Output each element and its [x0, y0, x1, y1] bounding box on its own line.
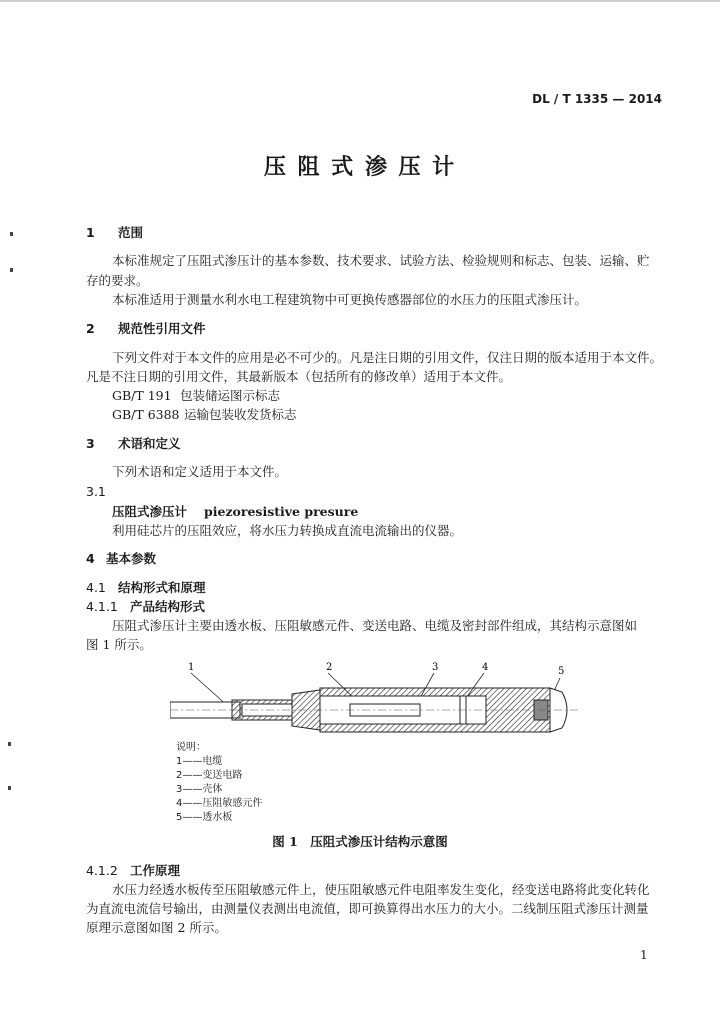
section-2-paragraph-cont: 凡是不注日期的引用文件，其最新版本（包括所有的修改单）适用于本文件。 — [86, 369, 512, 384]
subsection-4-1-1-title: 产品结构形式 — [130, 599, 206, 614]
scan-artifact — [8, 742, 11, 746]
page-number: 1 — [640, 948, 648, 962]
scan-top-edge — [0, 0, 720, 2]
section-4-title: 基本参数 — [106, 551, 157, 566]
subsection-4-1-2-title: 工作原理 — [130, 863, 181, 878]
subsection-3-1-number: 3.1 — [86, 484, 106, 499]
subsection-4-1-title: 结构形式和原理 — [118, 580, 206, 595]
figure-legend-item: 3——壳体 — [176, 784, 223, 795]
subsection-4-1-2-number: 4.1.2 — [86, 863, 118, 878]
reference-code: GB/T 6388 — [112, 407, 180, 422]
subsection-4-1-1-number: 4.1.1 — [86, 599, 118, 614]
section-1-number: 1 — [86, 225, 95, 240]
reference-code: GB/T 191 — [112, 388, 172, 403]
subsection-4-1-2-paragraph-cont: 原理示意图如图 2 所示。 — [86, 920, 227, 935]
figure-1-caption: 图 1 压阻式渗压计结构示意图 — [272, 834, 448, 849]
figure-legend-item: 1——电缆 — [176, 756, 223, 767]
reference-title: 包装储运图示标志 — [180, 388, 281, 403]
figure-legend-item: 5——透水板 — [176, 812, 233, 823]
subsection-4-1-number: 4.1 — [86, 580, 106, 595]
section-1-paragraph-1-cont: 存的要求。 — [86, 273, 149, 288]
section-1-paragraph-1: 本标准规定了压阻式渗压计的基本参数、技术要求、试验方法、检验规则和标志、包装、运输、贮 — [112, 253, 650, 268]
subsection-4-1-1-paragraph-cont: 图 1 所示。 — [86, 637, 152, 652]
section-2-paragraph: 下列文件对于本文件的应用是必不可少的。凡是注日期的引用文件，仅注日期的版本适用于本文件。 — [112, 350, 663, 365]
scan-artifact — [8, 786, 11, 790]
section-1-paragraph-2: 本标准适用于测量水利水电工程建筑物中可更换传感器部位的水压力的压阻式渗压计。 — [112, 292, 588, 307]
piezometer-structure-diagram — [170, 660, 590, 752]
subsection-4-1-1-paragraph: 压阻式渗压计主要由透水板、压阻敏感元件、变送电路、电缆及密封部件组成，其结构示意图如 — [112, 618, 638, 633]
section-3-title: 术语和定义 — [118, 436, 181, 451]
standard-code: DL / T 1335 — 2014 — [532, 92, 662, 106]
figure-label-3: 3 — [432, 662, 439, 673]
figure-label-5: 5 — [558, 666, 565, 677]
scan-artifact — [10, 268, 13, 272]
section-2-title: 规范性引用文件 — [118, 321, 206, 336]
section-3-paragraph: 下列术语和定义适用于本文件。 — [112, 464, 288, 479]
document-title: 压 阻 式 渗 压 计 — [263, 154, 457, 180]
subsection-4-1-2-paragraph: 水压力经透水板传至压阻敏感元件上，使压阻敏感元件电阻率发生变化，经变送电路将此变化转化 — [112, 882, 650, 897]
section-4-number: 4 — [86, 551, 95, 566]
section-1-title: 范围 — [118, 225, 144, 240]
subsection-4-1-2-paragraph-cont: 为直流电流信号输出，由测量仪表测出电流值，即可换算得出水压力的大小。二线制压阻式渗压计测量 — [86, 901, 649, 916]
figure-label-4: 4 — [482, 662, 489, 673]
term-chinese: 压阻式渗压计 — [112, 504, 188, 519]
figure-label-2: 2 — [326, 662, 333, 673]
section-3-number: 3 — [86, 436, 95, 451]
figure-label-1: 1 — [188, 662, 195, 673]
figure-legend-item: 2——变送电路 — [176, 770, 243, 781]
figure-legend-title: 说明： — [176, 742, 206, 753]
section-2-number: 2 — [86, 321, 95, 336]
figure-legend-item: 4——压阻敏感元件 — [176, 798, 263, 809]
term-english: piezoresistive presure — [204, 504, 359, 519]
scan-artifact — [10, 232, 13, 236]
reference-title: 运输包装收发货标志 — [184, 407, 297, 422]
term-definition: 利用硅芯片的压阻效应，将水压力转换成直流电流输出的仪器。 — [112, 523, 463, 538]
